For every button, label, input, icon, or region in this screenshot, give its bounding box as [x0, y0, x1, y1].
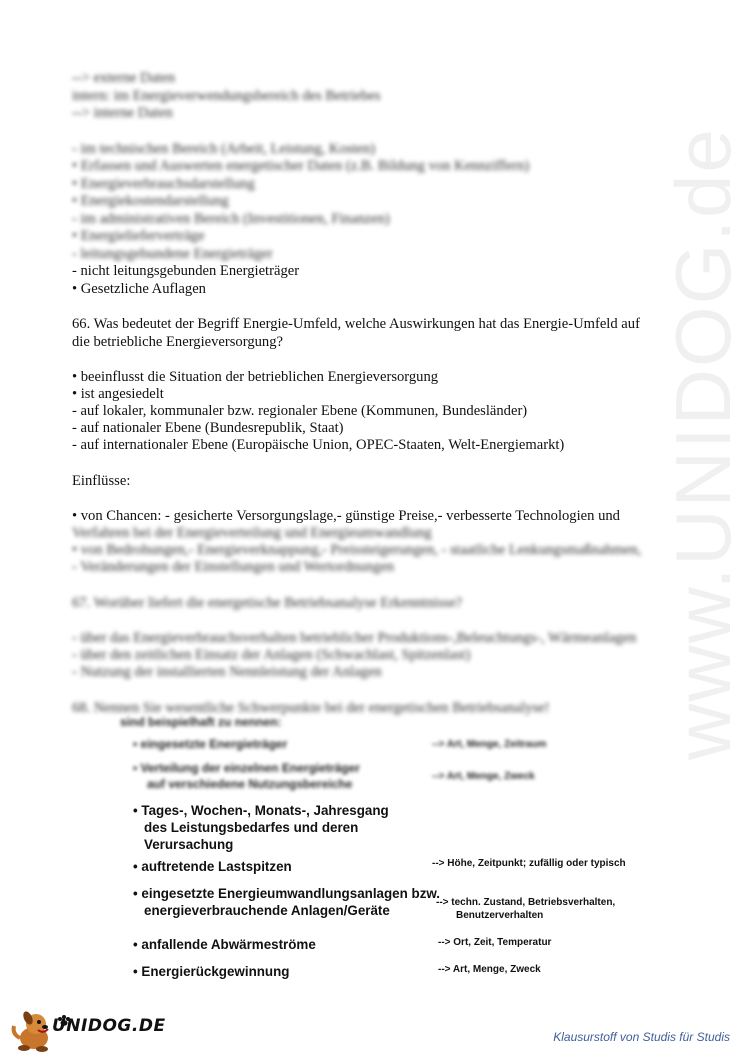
- blurred-line: • von Bedrohungen,- Energieverknappung,- Preissteigerungen, - staatliche Lenkungsmaßnahmen,: [72, 542, 642, 558]
- list-item: - auf lokaler, kommunaler bzw. regionaler Ebene (Kommunen, Bundesländer): [72, 403, 528, 419]
- list-item: - auf nationaler Ebene (Bundesrepublik, Staat): [72, 420, 344, 436]
- blurred-line: - über den zeitlichen Einsatz der Anlagen (Schwachlast, Spitzenlast): [72, 647, 471, 663]
- blurred-line: auf verschiedene Nutzungsbereiche: [147, 777, 353, 791]
- blurred-line: --> externe Daten: [72, 70, 176, 86]
- slide-item-line: des Leistungsbedarfes und deren: [144, 820, 359, 835]
- list-item: • Gesetzliche Auflagen: [72, 281, 206, 297]
- blurred-line: • Energiekostendarstellung: [72, 193, 229, 209]
- slide-note: --> Art, Menge, Zweck: [438, 964, 541, 975]
- section-heading: Einflüsse:: [72, 473, 131, 489]
- blurred-line: - Nutzung der installierten Nennleistung der Anlagen: [72, 664, 382, 680]
- blurred-line: • Erfassen und Auswerten energetischer Daten (z.B. Bildung von Kennziffern): [72, 158, 530, 174]
- blurred-line: • Energielieferverträge: [72, 228, 205, 244]
- blurred-line: sind beispielhaft zu nennen:: [120, 715, 282, 729]
- question-66-line-2: die betriebliche Energieversorgung?: [72, 334, 283, 350]
- blurred-line: intern: im Energieverwendungsbereich des Betriebes: [72, 88, 381, 104]
- list-item: - auf internationaler Ebene (Europäische Union, OPEC-Staaten, Welt-Energiemarkt): [72, 437, 565, 453]
- blurred-line: • Verteilung der einzelnen Energieträger: [133, 761, 360, 775]
- blurred-line: 68. Nennen Sie wesentliche Schwerpunkte bei der energetischen Betriebsanalyse!: [72, 700, 550, 716]
- slide-item-line: energieverbrauchende Anlagen/Geräte: [144, 903, 390, 918]
- slide-item-line: Verursachung: [144, 837, 234, 852]
- brand-logo-text[interactable]: UNIDOG.DE: [52, 1016, 166, 1036]
- slide-note: [436, 896, 615, 922]
- slide-item: • auftretende Lastspitzen: [133, 859, 292, 874]
- question-66-line-1: 66. Was bedeutet der Begriff Energie-Umfeld, welche Auswirkungen hat das Energie-Umfeld auf: [72, 316, 640, 332]
- slide-item: • Energierückgewinnung: [133, 964, 290, 979]
- list-item: - nicht leitungsgebunden Energieträger: [72, 263, 300, 279]
- blurred-line: • eingesetzte Energieträger: [133, 737, 288, 751]
- slide-item: [133, 802, 389, 853]
- blurred-line: - leitungsgebundene Energieträger: [72, 246, 273, 262]
- list-item: • beeinflusst die Situation der betrieblichen Energieversorgung: [72, 369, 439, 385]
- slide-note: --> Höhe, Zeitpunkt; zufällig oder typisch: [432, 858, 626, 869]
- blurred-line: - über das Energieverbrauchsverhalten betrieblicher Produktions-,Beleuchtungs-, Wärmeanlagen: [72, 630, 637, 646]
- blurred-line: --> Art, Menge, Zweck: [432, 771, 535, 782]
- slide-note-line: Benutzerverhalten: [456, 910, 544, 921]
- slide-item-line: • eingesetzte Energieumwandlungsanlagen bzw.: [133, 886, 441, 901]
- blurred-line: 67. Worüber liefert die energetische Betriebsanalyse Erkenntnisse?: [72, 595, 463, 611]
- list-item: • von Chancen: - gesicherte Versorgungslage,- günstige Preise,- verbesserte Technologien und: [72, 508, 620, 524]
- blurred-line: - Veränderungen der Einstellungen und Wertordnungen: [72, 559, 395, 575]
- slide-note: --> Ort, Zeit, Temperatur: [438, 937, 552, 948]
- slide-note-line: --> techn. Zustand, Betriebsverhalten,: [436, 897, 616, 908]
- slide-item-line: • Tages-, Wochen-, Monats-, Jahresgang: [133, 803, 389, 818]
- slide-item: • anfallende Abwärmeströme: [133, 937, 316, 952]
- blurred-line: --> Art, Menge, Zeitraum: [432, 739, 547, 750]
- blurred-line: --> interne Daten: [72, 105, 173, 121]
- list-item: • ist angesiedelt: [72, 386, 164, 402]
- blurred-line: Verfahren bei der Energieverteilung und Energieumwandlung: [72, 525, 432, 541]
- blurred-line: - im administrativen Bereich (Investitionen, Finanzen): [72, 211, 390, 227]
- watermark-text: www.UNIDOG.de: [659, 127, 747, 760]
- blurred-line: - im technischen Bereich (Arbeit, Leistung, Kosten): [72, 141, 376, 157]
- blurred-line: • Energieverbrauchsdarstellung: [72, 176, 255, 192]
- slide-item: [133, 885, 440, 919]
- footer-tagline: Klausurstoff von Studis für Studis: [553, 1030, 730, 1044]
